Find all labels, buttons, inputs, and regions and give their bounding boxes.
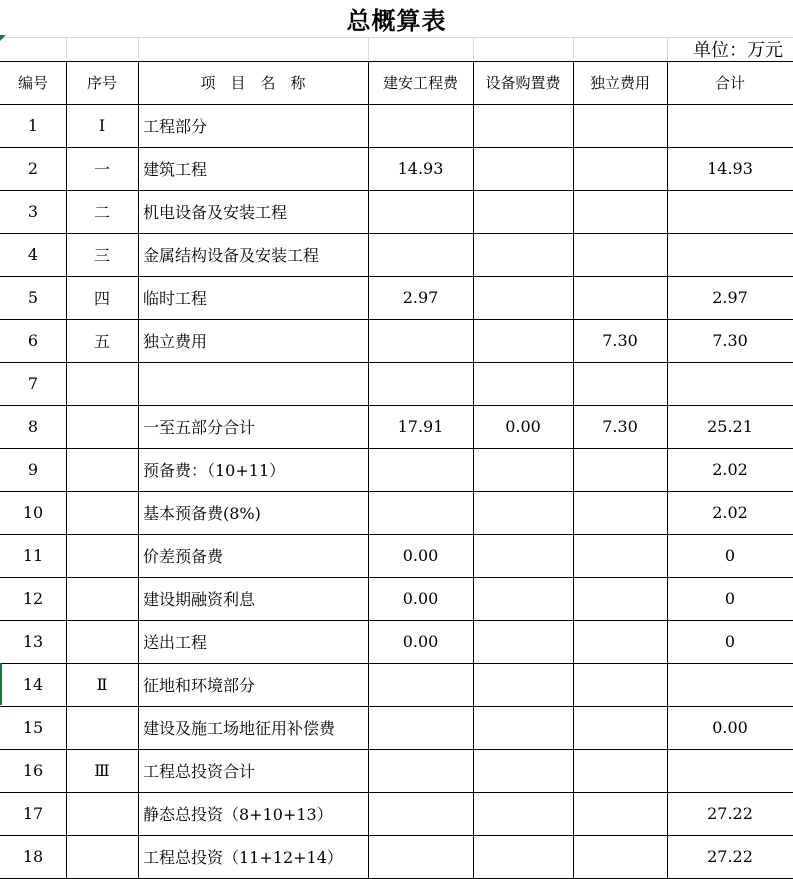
cell-total[interactable] <box>667 362 793 405</box>
cell-equipment-cost[interactable] <box>473 147 573 190</box>
cell-seq[interactable] <box>66 706 138 749</box>
table-border <box>0 491 793 492</box>
cell-total[interactable] <box>667 749 793 792</box>
cell-equipment-cost[interactable] <box>473 276 573 319</box>
sheet-title[interactable]: 总概算表 <box>346 6 447 35</box>
cell-equipment-cost[interactable] <box>473 362 573 405</box>
cell-total[interactable] <box>667 663 793 706</box>
cell-item-name[interactable]: 工程总投资（11+12+14） <box>143 848 343 867</box>
cell-seq[interactable] <box>66 362 138 405</box>
cell-item-name[interactable]: 建设及施工场地征用补偿费 <box>143 719 336 738</box>
cell-number[interactable]: 8 <box>27 417 39 436</box>
cell-independent-cost[interactable] <box>573 577 667 620</box>
cell-number[interactable]: 7 <box>27 374 39 393</box>
cell-equipment-cost[interactable] <box>473 792 573 835</box>
cell-equipment-cost[interactable] <box>473 749 573 792</box>
cell-item-name[interactable]: 基本预备费(8%) <box>143 504 261 523</box>
cell-independent-cost[interactable] <box>573 104 667 147</box>
gridline <box>66 37 67 61</box>
cell-independent-cost[interactable] <box>573 663 667 706</box>
cell-equipment-cost[interactable] <box>473 190 573 233</box>
cell-number[interactable]: 16 <box>22 761 44 780</box>
cell-total[interactable]: 0.00 <box>712 718 748 737</box>
table-border <box>0 792 793 793</box>
cell-independent-cost[interactable] <box>573 147 667 190</box>
cell-independent-cost[interactable] <box>573 792 667 835</box>
cell-construction-cost[interactable] <box>368 491 473 534</box>
table-border <box>0 663 793 664</box>
cell-item-name[interactable]: 工程部分 <box>143 117 208 136</box>
cell-seq[interactable] <box>66 792 138 835</box>
cell-total[interactable]: 0 <box>724 632 736 651</box>
cell-seq[interactable] <box>66 835 138 878</box>
cell-independent-cost[interactable] <box>573 749 667 792</box>
cell-equipment-cost[interactable] <box>473 104 573 147</box>
cell-total[interactable]: 7.30 <box>712 331 748 350</box>
cell-construction-cost[interactable]: 0.00 <box>402 546 439 565</box>
cell-equipment-cost[interactable] <box>473 663 573 706</box>
cell-construction-cost[interactable]: 0.00 <box>402 632 439 651</box>
cell-construction-cost[interactable] <box>368 835 473 878</box>
table-border <box>0 534 793 535</box>
cell-item-name[interactable]: 预备费：（10+11） <box>143 461 286 480</box>
cell-total[interactable]: 14.93 <box>707 159 753 178</box>
cell-seq[interactable] <box>66 405 138 448</box>
cell-number[interactable]: 12 <box>22 589 44 608</box>
cell-independent-cost[interactable] <box>573 620 667 663</box>
cell-seq[interactable]: 一 <box>93 160 110 179</box>
cell-independent-cost[interactable]: 7.30 <box>602 331 638 350</box>
gridline <box>138 37 139 61</box>
cell-number[interactable]: 17 <box>22 804 44 823</box>
cell-number[interactable]: 15 <box>22 718 44 737</box>
cell-number[interactable]: 10 <box>22 503 44 522</box>
cell-construction-cost[interactable]: 17.91 <box>397 417 444 436</box>
cell-total[interactable]: 2.97 <box>712 288 748 307</box>
cell-seq[interactable]: Ⅱ <box>96 675 108 694</box>
cell-independent-cost[interactable] <box>573 276 667 319</box>
cell-seq[interactable] <box>66 620 138 663</box>
cell-item-name[interactable]: 机电设备及安装工程 <box>143 203 288 222</box>
table-border <box>0 190 793 191</box>
cell-seq[interactable] <box>66 577 138 620</box>
cell-number[interactable]: 18 <box>22 847 44 866</box>
cell-equipment-cost[interactable] <box>473 233 573 276</box>
table-border <box>0 448 793 449</box>
cell-independent-cost[interactable] <box>573 190 667 233</box>
table-border <box>573 61 574 878</box>
cell-number[interactable]: 3 <box>27 202 39 221</box>
table-border <box>0 620 793 621</box>
cell-total[interactable]: 27.22 <box>707 804 753 823</box>
cell-equipment-cost[interactable]: 0.00 <box>505 417 541 436</box>
cell-seq[interactable]: Ⅰ <box>98 116 106 135</box>
table-border <box>0 362 793 363</box>
cell-number[interactable]: 1 <box>27 116 39 135</box>
cell-number[interactable]: 6 <box>27 331 39 350</box>
cell-number[interactable]: 13 <box>22 632 44 651</box>
cell-seq[interactable]: 五 <box>93 332 110 351</box>
cell-seq[interactable]: 四 <box>93 289 110 308</box>
cell-seq[interactable] <box>66 491 138 534</box>
cell-item-name[interactable]: 独立费用 <box>143 332 208 351</box>
cell-equipment-cost[interactable] <box>473 706 573 749</box>
cell-equipment-cost[interactable] <box>473 620 573 663</box>
cell-number[interactable]: 14 <box>22 675 44 694</box>
cell-seq[interactable]: 三 <box>93 246 110 265</box>
table-border <box>138 61 139 878</box>
cell-construction-cost[interactable] <box>368 749 473 792</box>
cell-item-name[interactable]: 送出工程 <box>143 633 208 652</box>
cell-total[interactable] <box>667 104 793 147</box>
table-border <box>0 147 793 148</box>
cell-construction-cost[interactable]: 0.00 <box>402 589 439 608</box>
cell-independent-cost[interactable] <box>573 233 667 276</box>
table-border <box>0 835 793 836</box>
cell-item-name[interactable]: 临时工程 <box>143 289 208 308</box>
table-border <box>0 61 793 62</box>
cell-equipment-cost[interactable] <box>473 319 573 362</box>
cell-number[interactable]: 11 <box>22 546 44 565</box>
table-border <box>473 61 474 878</box>
cell-construction-cost[interactable] <box>368 706 473 749</box>
table-border <box>0 104 793 105</box>
gridline <box>0 37 793 38</box>
cell-item-name[interactable]: 工程总投资合计 <box>143 762 256 781</box>
cell-total[interactable] <box>667 190 793 233</box>
cell-construction-cost[interactable] <box>368 319 473 362</box>
cell-equipment-cost[interactable] <box>473 448 573 491</box>
unit-label[interactable]: 单位：万元 <box>693 40 783 61</box>
cell-item-name[interactable]: 建筑工程 <box>143 160 208 179</box>
cell-item-name[interactable]: 征地和环境部分 <box>143 676 256 695</box>
cell-construction-cost[interactable] <box>368 190 473 233</box>
cell-total[interactable]: 2.02 <box>712 460 748 479</box>
cell-independent-cost[interactable] <box>573 362 667 405</box>
cell-number[interactable]: 4 <box>27 245 39 264</box>
cell-equipment-cost[interactable] <box>473 491 573 534</box>
cell-total[interactable]: 0 <box>724 546 736 565</box>
cell-independent-cost[interactable] <box>573 448 667 491</box>
cell-total[interactable]: 25.21 <box>707 417 753 436</box>
table-border <box>0 233 793 234</box>
header-independent-cost[interactable]: 独立费用 <box>589 74 650 92</box>
gridline <box>667 37 668 61</box>
cell-seq[interactable]: Ⅲ <box>94 761 110 780</box>
cell-item-name[interactable]: 价差预备费 <box>143 547 224 566</box>
cell-item-name[interactable] <box>138 362 368 405</box>
cell-number[interactable]: 9 <box>27 460 39 479</box>
header-equipment-cost[interactable]: 设备购置费 <box>485 74 561 92</box>
header-item-name[interactable]: 项 目 名 称 <box>200 74 306 92</box>
table-border <box>0 706 793 707</box>
header-number[interactable]: 编号 <box>17 74 48 92</box>
table-border <box>368 61 369 878</box>
cell-construction-cost[interactable] <box>368 233 473 276</box>
cell-number[interactable]: 5 <box>27 288 39 307</box>
cell-equipment-cost[interactable] <box>473 577 573 620</box>
cell-independent-cost[interactable] <box>573 706 667 749</box>
table-border <box>0 276 793 277</box>
table-border <box>0 749 793 750</box>
cell-construction-cost[interactable] <box>368 792 473 835</box>
header-total[interactable]: 合计 <box>714 74 745 92</box>
header-seq[interactable]: 序号 <box>86 74 117 92</box>
gridline <box>368 37 369 61</box>
cell-construction-cost[interactable]: 2.97 <box>402 288 439 307</box>
cell-construction-cost[interactable] <box>368 663 473 706</box>
row-selection-indicator <box>0 663 2 705</box>
cell-total[interactable]: 2.02 <box>712 503 748 522</box>
cell-seq[interactable]: 二 <box>93 203 110 222</box>
cell-total[interactable]: 0 <box>724 589 736 608</box>
cell-number[interactable]: 2 <box>27 159 39 178</box>
cell-independent-cost[interactable]: 7.30 <box>602 417 638 436</box>
gridline <box>573 37 574 61</box>
cell-total[interactable]: 27.22 <box>707 847 753 866</box>
header-construction-cost[interactable]: 建安工程费 <box>382 74 458 92</box>
cell-construction-cost[interactable]: 14.93 <box>397 159 444 178</box>
table-border <box>66 61 67 878</box>
cell-item-name[interactable]: 一至五部分合计 <box>143 418 256 437</box>
cell-construction-cost[interactable] <box>368 362 473 405</box>
cell-item-name[interactable]: 建设期融资利息 <box>143 590 256 609</box>
cell-selection-marker <box>0 35 6 41</box>
cell-construction-cost[interactable] <box>368 448 473 491</box>
table-border <box>0 577 793 578</box>
cell-seq[interactable] <box>66 448 138 491</box>
cell-independent-cost[interactable] <box>573 835 667 878</box>
cell-item-name[interactable]: 静态总投资（8+10+13） <box>143 805 333 824</box>
cell-total[interactable] <box>667 233 793 276</box>
table-border <box>0 405 793 406</box>
gridline <box>473 37 474 61</box>
table-border <box>667 61 668 878</box>
cell-construction-cost[interactable] <box>368 104 473 147</box>
cell-independent-cost[interactable] <box>573 534 667 577</box>
table-border <box>0 319 793 320</box>
cell-item-name[interactable]: 金属结构设备及安装工程 <box>143 246 320 265</box>
cell-equipment-cost[interactable] <box>473 534 573 577</box>
cell-independent-cost[interactable] <box>573 491 667 534</box>
cell-seq[interactable] <box>66 534 138 577</box>
cell-equipment-cost[interactable] <box>473 835 573 878</box>
